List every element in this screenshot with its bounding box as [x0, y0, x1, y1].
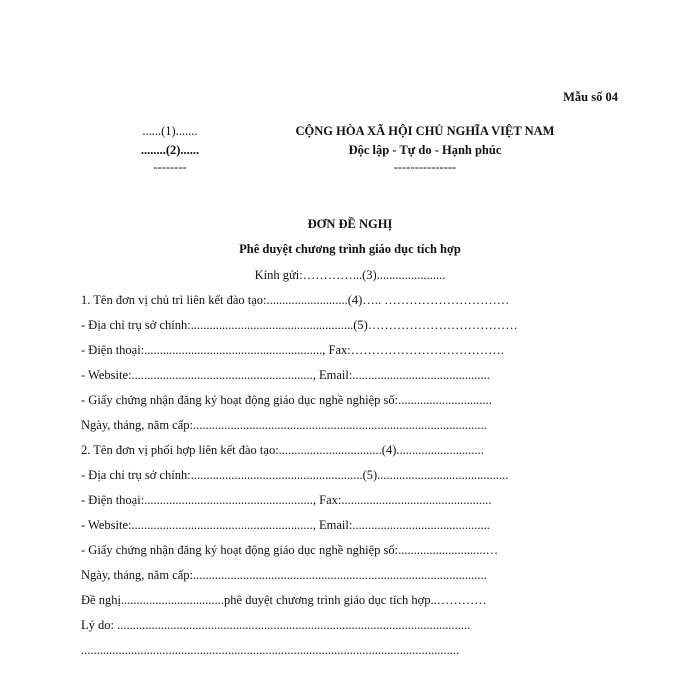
agency-line-2: ........(2)......: [140, 143, 200, 157]
recipient-line: Kính gửi:…………...(3)......................: [254, 268, 446, 282]
form-line: - Giấy chứng nhận đăng ký hoạt động giáo dục nghề nghiệp số:............................…: [81, 543, 499, 557]
form-line: Lý do: .................................................................................................................: [81, 618, 471, 632]
form-line: 1. Tên đơn vị chủ trì liên kết đào tạo:..........................(4)….. …………………………: [81, 293, 510, 307]
agency-rule: --------: [153, 160, 187, 174]
form-code: Mẫu số 04: [563, 90, 618, 104]
document-subtitle: Phê duyệt chương trình giáo dục tích hợp: [239, 242, 461, 256]
national-motto: Độc lập - Tự do - Hạnh phúc: [348, 143, 502, 157]
motto-rule: ---------------: [393, 160, 457, 174]
form-line: 2. Tên đơn vị phối hợp liên kết đào tạo:.................................(4)............................: [81, 443, 484, 457]
form-line: Ngày, tháng, năm cấp:..............................................................................................: [81, 568, 487, 582]
form-line: Ngày, tháng, năm cấp:..............................................................................................: [81, 418, 487, 432]
form-line: - Địa chỉ trụ sở chính:....................................................(5)………………………………: [81, 318, 518, 332]
form-line: - Điện thoại:......................................................, Fax:................................................: [81, 493, 492, 507]
form-line: - Website:.........................................................., Email:............................................: [81, 518, 490, 532]
agency-line-1: ......(1).......: [142, 124, 198, 138]
form-line: Đề nghị.................................phê duyệt chương trình giáo dục tích hợp..…………: [81, 593, 487, 607]
national-title: CỘNG HÒA XÃ HỘI CHỦ NGHĨA VIỆT NAM: [295, 124, 555, 138]
form-line: .........................................................................................................................: [81, 643, 460, 657]
form-line: - Website:.........................................................., Email:............................................: [81, 368, 490, 382]
form-line: - Địa chỉ trụ sở chính:.......................................................(5)..........................................: [81, 468, 509, 482]
form-line: - Điện thoại:........................................................., Fax:……………………………….: [81, 343, 504, 357]
form-line: - Giấy chứng nhận đăng ký hoạt động giáo dục nghề nghiệp số:..............................: [81, 393, 492, 407]
document-title: ĐƠN ĐỀ NGHỊ: [307, 217, 393, 231]
